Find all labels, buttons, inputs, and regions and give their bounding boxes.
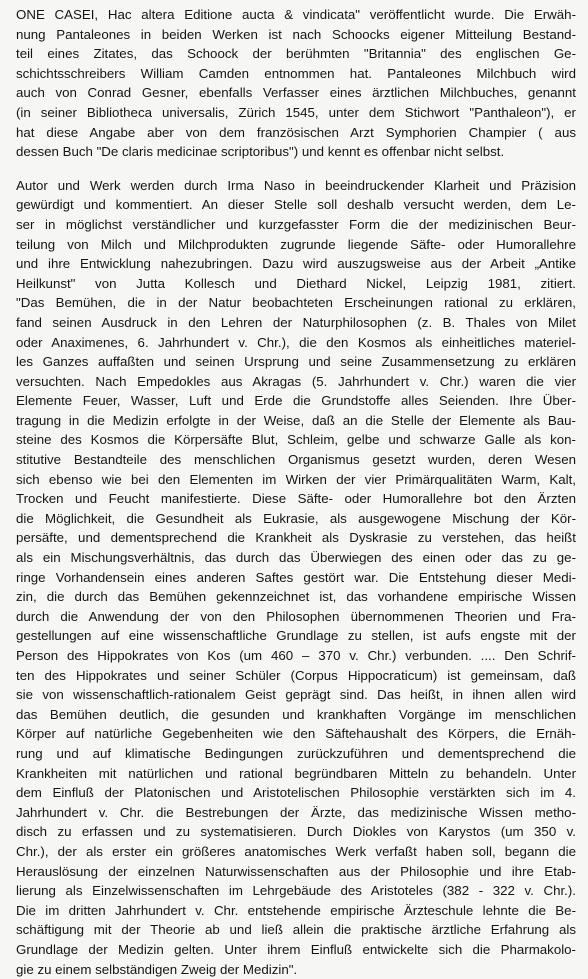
- text-line: das Bemühen deutlich, die gesunden und krankhaften Vorgänge im menschlichen: [16, 705, 576, 725]
- text-line: teil eines Zitates, das Schoock der berühmten "Britannia" des englischen Ge-: [16, 44, 576, 64]
- text-line: fand seinen Ausdruck in den Lehren der Naturphilosophen (z. B. Thales von Milet: [16, 313, 576, 333]
- text-line: nung Pantaleones in beiden Werken ist nach Schoocks eigener Mitteilung Bestand-: [16, 25, 576, 45]
- text-line: lierung als Einzelwissenschaften im Lehrgebäude des Aristoteles (382 - 322 v. Chr.).: [16, 881, 576, 901]
- text-line: gie zu einem selbständigen Zweig der Medizin".: [16, 960, 576, 979]
- text-line: zin, die durch das Bemühen gekennzeichnet ist, das vorhandene empirische Wissen: [16, 587, 576, 607]
- text-line: Person des Hippokrates von Kos (um 460 – 370 v. Chr.) verbunden. .... Den Schrif-: [16, 646, 576, 666]
- text-line: schichtsschreibers William Camden entnommen hat. Pantaleones Milchbuch wird: [16, 64, 576, 84]
- text-line: Autor und Werk werden durch Irma Naso in beeindruckender Klarheit und Präzision: [16, 176, 576, 196]
- text-line: Grundlage der Medizin gelten. Unter ihrem Einfluß entwickelte sich die Pharmakolo-: [16, 940, 576, 960]
- text-line: Trocken und Feucht manifestierte. Diese Säfte- oder Humorallehre bot den Ärzten: [16, 489, 576, 509]
- text-line: Krankheiten mit natürlichen und rational begründbaren Mitteln zu behandeln. Unter: [16, 764, 576, 784]
- text-line: die Möglichkeit, die Gesundheit als Eukrasie, als ausgewogene Mischung der Kör-: [16, 509, 576, 529]
- text-line: dem Einfluß der Platonischen und Aristotelischen Philosophie verstärkten sich im 4.: [16, 783, 576, 803]
- text-line: Die im dritten Jahrhundert v. Chr. entstehende empirische Ärzteschule lehnte die Be-: [16, 901, 576, 921]
- text-line: Körper auf natürliche Gegebenheiten wie den Säftehaushalt des Körpers, die Ernäh-: [16, 724, 576, 744]
- text-line: durch die Anwendung der von den Philosophen übernommenen Theorien und Fra-: [16, 607, 576, 627]
- text-line: disch zu erfassen und zu systematisieren. Durch Diokles von Karystos (um 350 v.: [16, 822, 576, 842]
- text-line: Chr.), der als erster ein größeres anatomisches Werk verfaßt haben soll, begann die: [16, 842, 576, 862]
- text-line: oder Anaximenes, 6. Jahrhundert v. Chr.), die den Kosmos als einheitliches materiel-: [16, 333, 576, 353]
- paragraph-gap: [16, 162, 576, 176]
- text-line: ringe Vorhandensein eines anderen Saftes gestört war. Die Entstehung dieser Medi-: [16, 568, 576, 588]
- text-line: teilung von Milch und Milchprodukten zugrunde liegende Säfte- oder Humorallehre: [16, 235, 576, 255]
- paragraph-humoral-theory: [16, 176, 576, 979]
- text-line: versuchten. Nach Empedokles aus Akragas (5. Jahrhundert v. Chr.) waren die vier: [16, 372, 576, 392]
- text-line: Herauslösung der einzelnen Naturwissenschaften aus der Philosophie und ihre Etab-: [16, 862, 576, 882]
- paragraph-camden-citation: [16, 5, 576, 162]
- text-line: ONE CASEI, Hac altera Editione aucta & vindicata" veröffentlicht wurde. Die Erwäh-: [16, 5, 576, 25]
- text-line: und ihre Entwicklung nahezubringen. Dazu wird auszugsweise aus der Arbeit „Antike: [16, 254, 576, 274]
- text-line: Heilkunst" von Jutta Kollesch und Diethard Nickel, Leipzig 1981, zitiert.: [16, 274, 576, 294]
- text-line: als ein Mischungsverhältnis, das durch das Überwiegen des einen oder das zu ge-: [16, 548, 576, 568]
- text-line: ser in möglichst verständlicher und kurzgefasster Form die der medizinischen Beur-: [16, 215, 576, 235]
- text-line: rung und auf klimatische Bedingungen zurückzuführen und dementsprechend die: [16, 744, 576, 764]
- text-line: "Das Bemühen, die in der Natur beobachteten Erscheinungen rational zu erklären,: [16, 293, 576, 313]
- text-line: sie von wissenschaftlich-rationalem Geist geprägt sind. Das heißt, in ihnen allen wird: [16, 685, 576, 705]
- text-line: hat diese Angabe aber von dem französischen Arzt Symphorien Champier ( aus: [16, 123, 576, 143]
- text-line: ten des Hippokrates und seiner Schüler (Corpus Hippocraticum) ist gemeinsam, daß: [16, 666, 576, 686]
- text-line: Jahrhundert v. Chr. die Bestrebungen der Ärzte, das medizinische Wissen metho-: [16, 803, 576, 823]
- text-line: schäftigung mit der Theorie ab und ließ allein die praktische ärztliche Erfahrung als: [16, 920, 576, 940]
- text-line: Elemente Feuer, Wasser, Luft und Erde die Grundstoffe alles Seienden. Ihre Über-: [16, 391, 576, 411]
- text-line: gestellungen auf eine wissenschaftliche Grundlage zu stellen, ist aufs engste mit der: [16, 626, 576, 646]
- text-line: dessen Buch "De claris medicinae scriptoribus") und kennt es offenbar nicht selbst.: [16, 142, 576, 162]
- text-line: les Ganzes auffaßten und seinen Ursprung und seine Zusammensetzung zu erklären: [16, 352, 576, 372]
- text-line: auch von Conrad Gesner, ebenfalls Verfasser eines ärztlichen Milchbuches, genannt: [16, 83, 576, 103]
- text-line: tragung in die Medizin erfolgte in der Weise, daß an die Stelle der Elemente als Bau-: [16, 411, 576, 431]
- text-line: persäfte, und dementsprechend die Krankheit als Dyskrasie zu verstehen, das heißt: [16, 528, 576, 548]
- text-line: steine des Kosmos die Körpersäfte Blut, Schleim, gelbe und schwarze Galle als kon-: [16, 430, 576, 450]
- text-line: sich ebenso wie bei den Elementen im Wirken der vier Primärqualitäten Warm, Kalt,: [16, 470, 576, 490]
- text-line: gewürdigt und kommentiert. An dieser Stelle soll deshalb versucht werden, dem Le-: [16, 195, 576, 215]
- text-line: (in seiner Bibliotheca universalis, Zürich 1545, unter dem Stichwort "Panthaleon"), er: [16, 103, 576, 123]
- text-line: stitutive Bestandteile des menschlichen Organismus gesetzt wurden, deren Wesen: [16, 450, 576, 470]
